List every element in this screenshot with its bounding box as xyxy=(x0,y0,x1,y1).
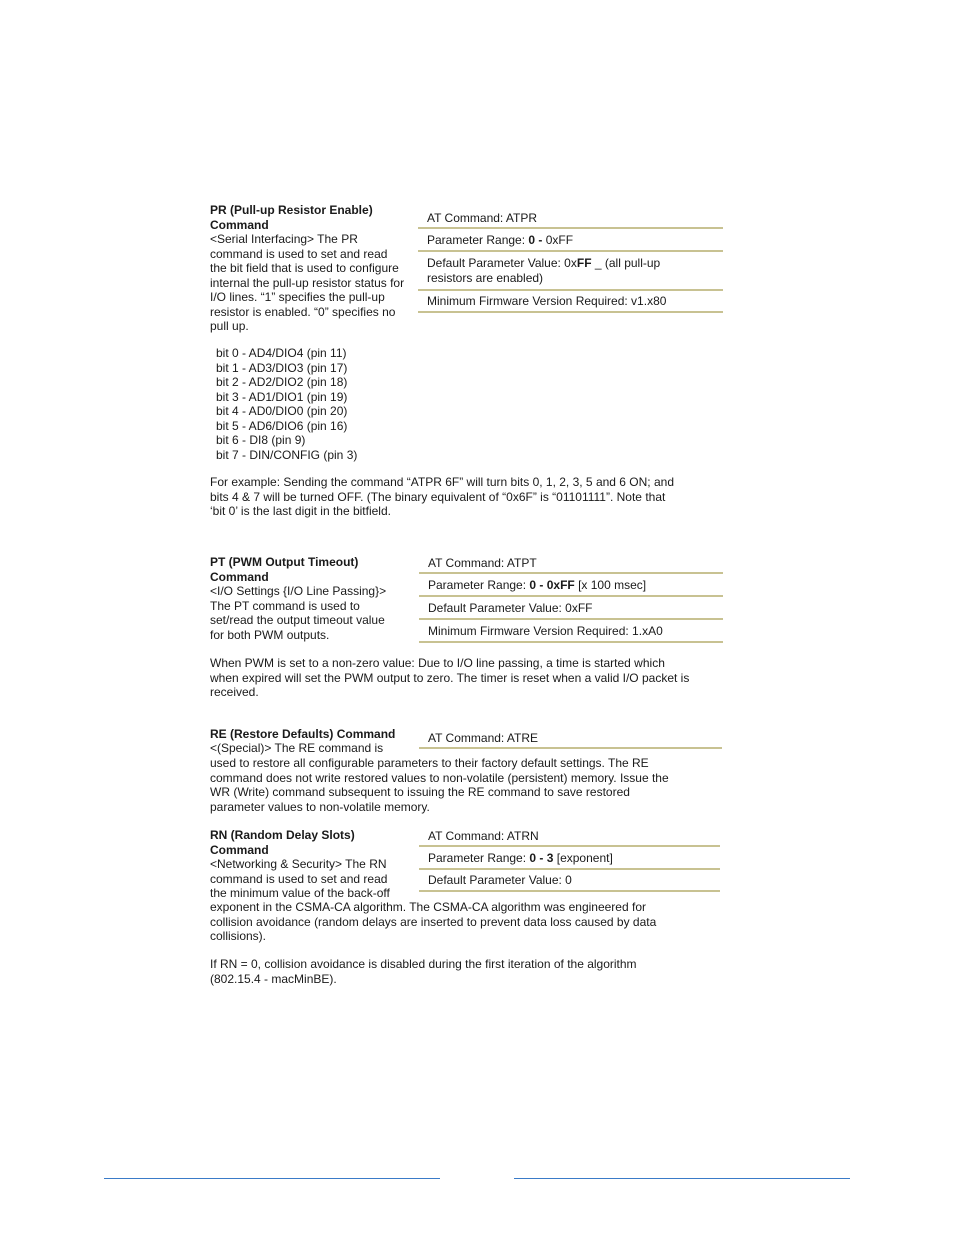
pt-heading: PT (PWM Output Timeout) Command xyxy=(210,555,359,584)
table-divider xyxy=(419,618,723,620)
pr-bit-list xyxy=(216,346,357,462)
list-item: bit 3 - AD1/DIO1 (pin 19) xyxy=(216,389,348,404)
footer-divider-left xyxy=(104,1178,440,1179)
list-item: bit 2 - AD2/DIO2 (pin 18) xyxy=(216,375,348,389)
pt-min-firmware: Minimum Firmware Version Required: 1.xA0 xyxy=(428,624,663,638)
re-heading: RE (Restore Defaults) Command xyxy=(210,727,396,741)
table-divider xyxy=(418,311,723,313)
pt-description: <I/O Settings {I/O Line Passing}> The PT command is used to set/read the output timeout value for both PWM outputs. xyxy=(210,584,387,642)
list-item: bit 7 - DIN/CONFIG (pin 3) xyxy=(216,447,358,462)
pr-min-firmware: Minimum Firmware Version Required: v1.x80 xyxy=(427,294,667,308)
pr-parameter-range: Parameter Range: 0 - 0xFF xyxy=(427,233,574,247)
list-item: bit 4 - AD0/DIO0 (pin 20) xyxy=(216,404,348,418)
rn-at-command: AT Command: ATRN xyxy=(428,829,539,843)
rn-parameter-range: Parameter Range: 0 - 3 [exponent] xyxy=(428,851,613,865)
pt-at-command: AT Command: ATPT xyxy=(428,556,537,570)
re-description-start: <(Special)> The RE command is xyxy=(210,741,384,755)
list-item: bit 6 - DI8 (pin 9) xyxy=(216,433,306,447)
rn-heading: RN (Random Delay Slots) Command xyxy=(210,828,355,857)
table-divider xyxy=(419,595,723,597)
table-divider xyxy=(419,572,723,574)
rn-parameter-table xyxy=(419,826,720,894)
list-item: bit 5 - AD6/DIO6 (pin 16) xyxy=(216,418,348,433)
pr-parameter-table xyxy=(418,208,723,314)
table-divider xyxy=(418,289,723,291)
table-divider xyxy=(419,868,720,870)
pr-default-value: Default Parameter Value: 0xFF _ (all pull-up resistors are enabled) xyxy=(427,256,661,285)
table-divider xyxy=(419,845,720,847)
table-divider xyxy=(419,747,722,749)
table-divider xyxy=(419,641,723,643)
pt-default-value: Default Parameter Value: 0xFF xyxy=(428,601,593,615)
pr-example: For example: Sending the command “ATPR 6F” will turn bits 0, 1, 2, 3, 5 and 6 ON; and bits 4 & 7 will be turned OFF. (The binary equivalent of “0x6F” is “01101111”. Note that ‘bit 0’ is the last digit in the bitfield. xyxy=(210,475,674,518)
re-parameter-table xyxy=(419,728,722,750)
pr-description: <Serial Interfacing> The PR command is used to set and read the bit field that is used to configure internal the pull-up resistor status for I/O lines. “1” specifies the pull-up resistor is enabled. “0” specifies no pull up. xyxy=(210,232,405,333)
re-at-command: AT Command: ATRE xyxy=(428,731,539,745)
table-divider xyxy=(418,250,723,252)
rn-description-start: <Networking & Security> The RN command is used to set and read the minimum value of the back-off xyxy=(210,857,390,900)
rn-default-value: Default Parameter Value: 0 xyxy=(428,873,572,887)
pr-heading: PR (Pull-up Resistor Enable) Command xyxy=(210,203,373,232)
rn-description: exponent in the CSMA-CA algorithm. The CSMA-CA algorithm was engineered for collision avoidance (random delays are inserted to prevent data loss caused by data collisions). xyxy=(210,900,657,943)
pt-parameter-table xyxy=(419,553,723,643)
pt-parameter-range: Parameter Range: 0 - 0xFF [x 100 msec] xyxy=(428,578,647,592)
list-item: bit 1 - AD3/DIO3 (pin 17) xyxy=(216,360,348,375)
table-divider xyxy=(419,890,720,892)
list-item: bit 0 - AD4/DIO4 (pin 11) xyxy=(216,346,347,360)
footer-divider-right xyxy=(514,1178,850,1179)
pr-at-command: AT Command: ATPR xyxy=(427,211,538,225)
table-divider xyxy=(418,227,723,229)
re-description: used to restore all configurable parameters to their factory default settings. The RE command does not write restored values to non-volatile (persistent) memory. Issue the WR (Write) command subsequent to issuing the RE command to save restored parameter values to non-volatile memory. xyxy=(210,756,669,814)
pt-note: When PWM is set to a non-zero value: Due to I/O line passing, a time is started which when expired will set the PWM output to zero. The timer is reset when a valid I/O packet is received. xyxy=(210,656,690,699)
rn-note: If RN = 0, collision avoidance is disabled during the first iteration of the algorithm (802.15.4 - macMinBE). xyxy=(210,957,637,986)
